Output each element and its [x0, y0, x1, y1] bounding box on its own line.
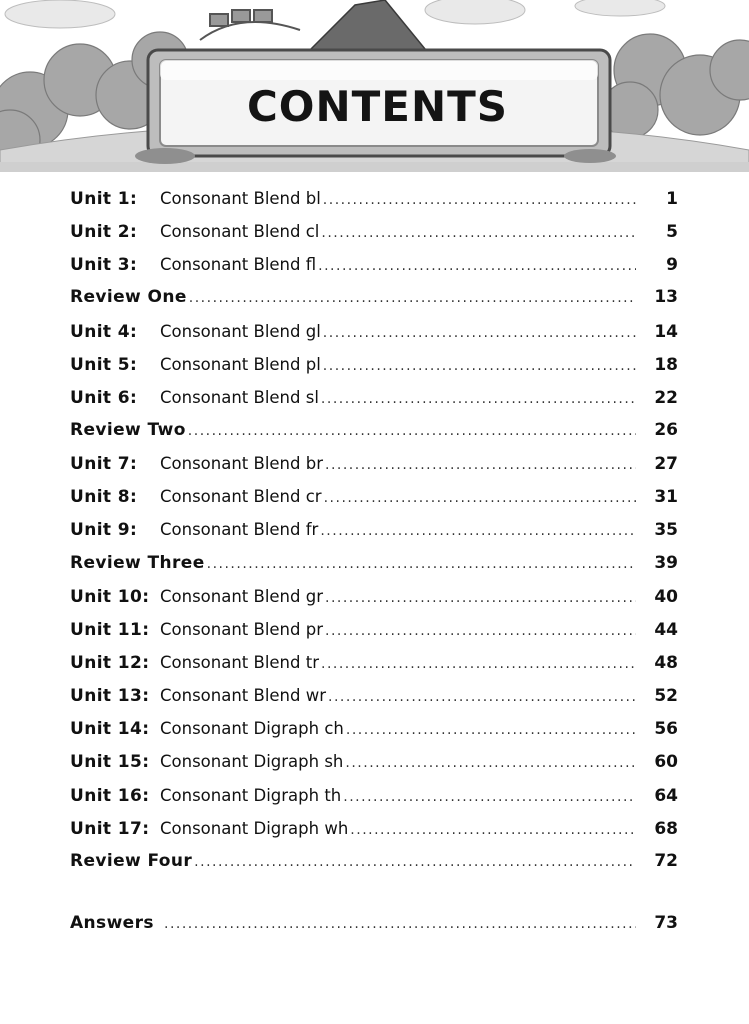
toc-entry-title: Consonant Blend cr [160, 487, 322, 507]
toc-entry [70, 646, 678, 679]
toc-entry-label: Review One [70, 287, 187, 308]
dot-leader [325, 582, 636, 615]
toc-entry-label: Unit 14: [70, 719, 150, 740]
toc-entry [70, 513, 678, 546]
toc-entry-label: Unit 16: [70, 785, 150, 806]
toc-entry-page: 44 [654, 619, 678, 640]
toc-entry-label: Answers [70, 912, 154, 933]
toc-entry-page: 39 [654, 552, 678, 573]
toc-entry-page: 31 [654, 487, 678, 508]
toc-entry-label: Unit 13: [70, 686, 150, 707]
toc-entry-label: Unit 1: [70, 189, 138, 209]
toc-entry-title: Consonant Blend fl [160, 255, 317, 275]
toc-entry-title: Consonant Blend pr [160, 619, 323, 639]
toc-entry-page: 9 [666, 255, 678, 276]
toc-entry [70, 447, 678, 480]
toc-entry-page: 14 [654, 321, 678, 342]
toc-entry-title: Consonant Blend cl [160, 222, 320, 242]
toc-entry-label: Unit 8: [70, 487, 138, 508]
toc-entry-label: Unit 9: [70, 520, 138, 541]
toc-entry-title: Consonant Blend pl [160, 354, 321, 374]
toc-entry [70, 281, 678, 314]
dot-leader [323, 184, 636, 217]
dot-leader [343, 781, 636, 814]
toc-entry-title: Consonant Digraph ch [160, 719, 344, 739]
toc-entry-page: 64 [654, 785, 678, 806]
toc-entry-label: Review Three [70, 552, 205, 573]
toc-entry [70, 580, 678, 613]
toc-entry [70, 215, 678, 248]
table-of-contents [70, 182, 678, 940]
bush-icon [602, 34, 749, 138]
toc-entry-label: Unit 17: [70, 818, 150, 839]
toc-entry [70, 845, 678, 878]
dot-leader [323, 350, 636, 383]
toc-entry-page: 1 [666, 189, 678, 209]
header-banner [0, 0, 749, 172]
toc-entry-page: 35 [654, 520, 678, 541]
toc-entry-page: 48 [654, 652, 678, 673]
toc-entry-label: Unit 7: [70, 454, 138, 475]
toc-entry-page: 73 [654, 912, 678, 933]
toc-entry-label: Unit 3: [70, 255, 138, 276]
toc-entry-label: Unit 4: [70, 321, 138, 342]
toc-entry-answers [70, 907, 678, 940]
toc-entry [70, 348, 678, 381]
dot-leader [325, 449, 636, 482]
toc-entry-title: Consonant Blend bl [160, 189, 321, 208]
toc-entry [70, 613, 678, 646]
dot-leader [321, 383, 636, 416]
dot-leader [188, 415, 636, 448]
toc-entry [70, 745, 678, 778]
dot-leader [189, 282, 636, 315]
toc-entry [70, 414, 678, 447]
dot-leader [164, 908, 636, 941]
toc-entry-page: 13 [654, 287, 678, 308]
toc-entry-label: Review Two [70, 419, 186, 440]
toc-entry [70, 779, 678, 812]
dot-leader [346, 714, 636, 747]
dot-leader [325, 615, 636, 648]
toc-entry-page: 52 [654, 686, 678, 707]
toc-entry [70, 315, 678, 348]
toc-entry-title: Consonant Blend br [160, 454, 323, 474]
page-title: CONTENTS [246, 81, 509, 131]
toc-entry [70, 712, 678, 745]
toc-entry-title: Consonant Blend fr [160, 520, 319, 540]
toc-entry-page: 5 [666, 222, 678, 243]
dot-leader [324, 482, 636, 515]
dot-leader [320, 515, 636, 548]
toc-entry-page: 22 [654, 387, 678, 408]
toc-entry [70, 480, 678, 513]
toc-entry-label: Unit 12: [70, 652, 150, 673]
toc-entry-title: Consonant Digraph th [160, 785, 342, 805]
toc-entry-label: Unit 5: [70, 354, 138, 375]
dot-leader [194, 846, 636, 879]
toc-entry-title: Consonant Blend gr [160, 586, 323, 606]
toc-entry-label: Unit 15: [70, 752, 150, 773]
toc-entry-label: Unit 10: [70, 586, 150, 607]
roller-coaster-icon [200, 10, 300, 40]
toc-entry [70, 812, 678, 845]
toc-entry-page: 60 [654, 752, 678, 773]
dot-leader [207, 548, 636, 581]
dot-leader [323, 317, 636, 350]
toc-entry [70, 248, 678, 281]
toc-entry-page: 72 [654, 850, 678, 871]
dot-leader [321, 217, 636, 250]
toc-entry-page: 56 [654, 719, 678, 740]
dot-leader [328, 681, 636, 714]
toc-entry-label: Unit 11: [70, 619, 150, 640]
dot-leader [318, 250, 636, 283]
toc-entry-page: 26 [654, 419, 678, 440]
toc-entry-label: Review Four [70, 850, 193, 871]
toc-entry-page: 68 [654, 818, 678, 839]
toc-entry [70, 547, 678, 580]
dot-leader [345, 747, 636, 780]
toc-entry-label: Unit 2: [70, 222, 138, 243]
toc-entry-title: Consonant Blend tr [160, 652, 319, 672]
toc-entry-label: Unit 6: [70, 387, 138, 408]
dot-leader [350, 814, 636, 847]
toc-entry-page: 27 [654, 454, 678, 475]
dot-leader [321, 648, 636, 681]
toc-entry [70, 381, 678, 414]
toc-entry [70, 182, 678, 215]
toc-entry-page: 40 [654, 586, 678, 607]
toc-entry-page: 18 [654, 354, 678, 375]
toc-entry-title: Consonant Digraph sh [160, 752, 344, 772]
toc-entry [70, 679, 678, 712]
toc-entry-title: Consonant Blend sl [160, 387, 319, 407]
cloud-icon [5, 0, 665, 28]
toc-entry-title: Consonant Blend wr [160, 686, 327, 706]
toc-entry-title: Consonant Digraph wh [160, 818, 349, 838]
toc-entry-title: Consonant Blend gl [160, 321, 321, 341]
